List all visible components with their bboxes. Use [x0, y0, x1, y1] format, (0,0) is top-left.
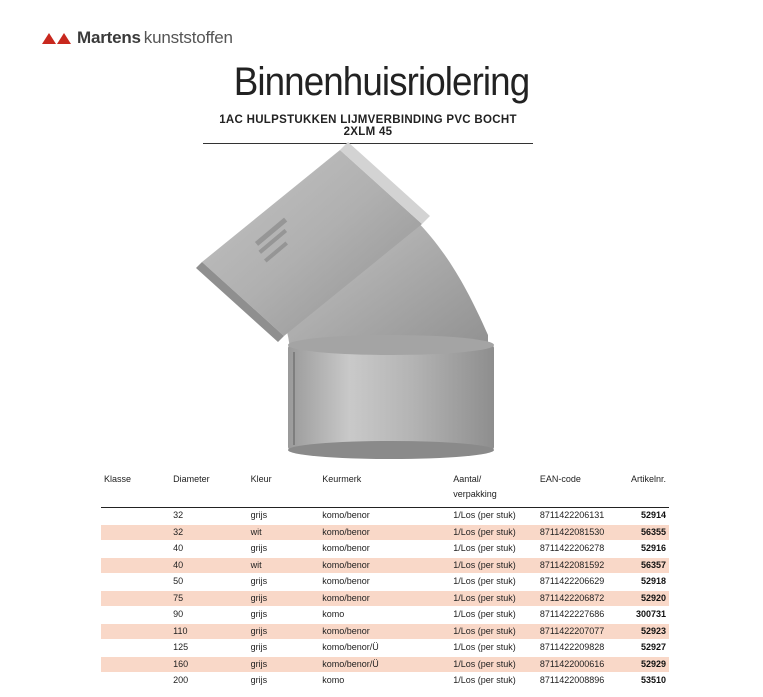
cell-aantal: 1/Los (per stuk): [450, 673, 537, 690]
cell-artikelnr: 52914: [624, 508, 669, 525]
cell-keurmerk: komo/benor/Ü: [319, 640, 450, 657]
cell-aantal: 1/Los (per stuk): [450, 508, 537, 525]
cell-keurmerk: komo/benor: [319, 574, 450, 591]
cell-artikelnr: 52916: [624, 541, 669, 558]
cell-artikelnr: 56355: [624, 524, 669, 541]
cell-klasse: [101, 607, 170, 624]
cell-ean: 8711422000616: [537, 656, 624, 673]
cell-artikelnr: 53510: [624, 673, 669, 690]
cell-kleur: grijs: [248, 590, 320, 607]
cell-ean: 8711422008896: [537, 673, 624, 690]
pvc-bend-45-icon: [190, 140, 510, 460]
cell-artikelnr: 56357: [624, 557, 669, 574]
col-artikelnr: Artikelnr.: [624, 470, 669, 508]
cell-klasse: [101, 508, 170, 525]
cell-kleur: grijs: [248, 574, 320, 591]
product-spec-table: [101, 470, 669, 690]
cell-aantal: 1/Los (per stuk): [450, 574, 537, 591]
cell-kleur: grijs: [248, 640, 320, 657]
cell-ean: 8711422081530: [537, 524, 624, 541]
cell-diameter: 50: [170, 574, 247, 591]
cell-ean: 8711422206131: [537, 508, 624, 525]
table-row: [101, 656, 669, 673]
cell-keurmerk: komo/benor: [319, 541, 450, 558]
cell-keurmerk: komo/benor: [319, 524, 450, 541]
cell-aantal: 1/Los (per stuk): [450, 607, 537, 624]
table-row: [101, 508, 669, 525]
cell-diameter: 32: [170, 524, 247, 541]
col-aantal: Aantal/ verpakking: [450, 470, 537, 508]
brand-logo: [42, 28, 233, 48]
cell-aantal: 1/Los (per stuk): [450, 557, 537, 574]
cell-ean: 8711422206872: [537, 590, 624, 607]
cell-ean: 8711422206629: [537, 574, 624, 591]
cell-kleur: grijs: [248, 508, 320, 525]
cell-diameter: 160: [170, 656, 247, 673]
cell-diameter: 75: [170, 590, 247, 607]
cell-artikelnr: 52923: [624, 623, 669, 640]
table-header-row: [101, 470, 669, 508]
cell-klasse: [101, 574, 170, 591]
cell-klasse: [101, 623, 170, 640]
cell-artikelnr: 52920: [624, 590, 669, 607]
cell-ean: 8711422209828: [537, 640, 624, 657]
cell-artikelnr: 300731: [624, 607, 669, 624]
cell-diameter: 90: [170, 607, 247, 624]
cell-ean: 8711422081592: [537, 557, 624, 574]
cell-diameter: 32: [170, 508, 247, 525]
cell-kleur: grijs: [248, 541, 320, 558]
col-kleur: Kleur: [248, 470, 320, 508]
col-ean: EAN-code: [537, 470, 624, 508]
cell-klasse: [101, 656, 170, 673]
cell-klasse: [101, 557, 170, 574]
cell-keurmerk: komo/benor/Ü: [319, 656, 450, 673]
cell-ean: 8711422227686: [537, 607, 624, 624]
cell-klasse: [101, 673, 170, 690]
cell-ean: 8711422206278: [537, 541, 624, 558]
cell-aantal: 1/Los (per stuk): [450, 524, 537, 541]
brand-name-light: kunststoffen: [143, 28, 233, 47]
cell-klasse: [101, 640, 170, 657]
table-row: [101, 541, 669, 558]
cell-kleur: grijs: [248, 656, 320, 673]
cell-keurmerk: komo/benor: [319, 557, 450, 574]
cell-artikelnr: 52929: [624, 656, 669, 673]
cell-diameter: 110: [170, 623, 247, 640]
cell-diameter: 40: [170, 557, 247, 574]
brand-name-bold: Martens: [77, 28, 141, 47]
cell-aantal: 1/Los (per stuk): [450, 590, 537, 607]
cell-keurmerk: komo/benor: [319, 623, 450, 640]
table-row: [101, 590, 669, 607]
cell-diameter: 40: [170, 541, 247, 558]
table-row: [101, 673, 669, 690]
cell-kleur: grijs: [248, 607, 320, 624]
cell-aantal: 1/Los (per stuk): [450, 541, 537, 558]
cell-kleur: wit: [248, 524, 320, 541]
cell-kleur: wit: [248, 557, 320, 574]
table-row: [101, 640, 669, 657]
cell-kleur: grijs: [248, 673, 320, 690]
cell-keurmerk: komo: [319, 673, 450, 690]
cell-diameter: 200: [170, 673, 247, 690]
cell-ean: 8711422207077: [537, 623, 624, 640]
col-diameter: Diameter: [170, 470, 247, 508]
cell-keurmerk: komo: [319, 607, 450, 624]
col-klasse: Klasse: [101, 470, 170, 508]
table-row: [101, 574, 669, 591]
logo-triangles-icon: [42, 33, 71, 44]
cell-klasse: [101, 590, 170, 607]
page-subtitle: 1AC HULPSTUKKEN LIJMVERBINDING PVC BOCHT 2XLM 45: [203, 114, 533, 144]
table-row: [101, 623, 669, 640]
cell-artikelnr: 52927: [624, 640, 669, 657]
cell-keurmerk: komo/benor: [319, 590, 450, 607]
page-title: Binnenhuisriolering: [233, 60, 530, 104]
table-row: [101, 524, 669, 541]
cell-keurmerk: komo/benor: [319, 508, 450, 525]
cell-klasse: [101, 524, 170, 541]
cell-kleur: grijs: [248, 623, 320, 640]
cell-aantal: 1/Los (per stuk): [450, 623, 537, 640]
cell-aantal: 1/Los (per stuk): [450, 640, 537, 657]
col-keurmerk: Keurmerk: [319, 470, 450, 508]
table-row: [101, 607, 669, 624]
table-row: [101, 557, 669, 574]
cell-klasse: [101, 541, 170, 558]
cell-diameter: 125: [170, 640, 247, 657]
cell-aantal: 1/Los (per stuk): [450, 656, 537, 673]
cell-artikelnr: 52918: [624, 574, 669, 591]
